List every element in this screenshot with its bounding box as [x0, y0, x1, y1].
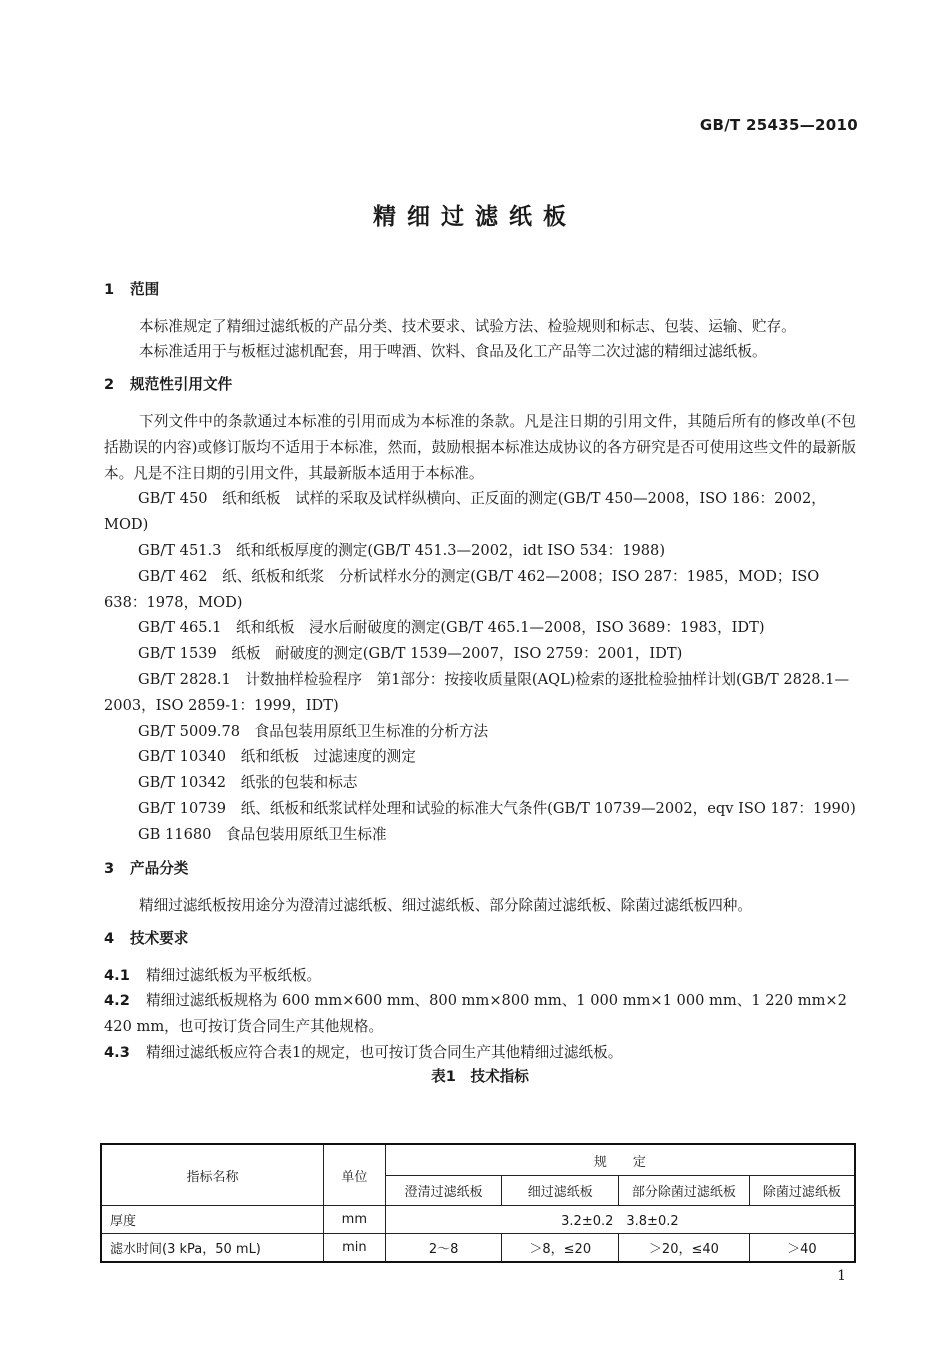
- standard-code: GB/T 25435—2010: [699, 116, 858, 134]
- row-value: ＞20，≤40: [619, 1234, 750, 1263]
- page-number: 1: [837, 1268, 846, 1284]
- reference-item: GB/T 10739 纸、纸板和纸浆试样处理和试验的标准大气条件(GB/T 10739—2002，eqv ISO 187：1990): [138, 799, 856, 817]
- section-4-title: 技术要求: [130, 929, 189, 947]
- scope-paragraph: 本标准适用于与板框过滤机配套，用于啤酒、饮料、食品及化工产品等二次过滤的精细过滤纸板。: [139, 343, 767, 360]
- reference-item: GB/T 451.3 纸和纸板厚度的测定(GB/T 451.3—2002，idt ISO 534：1988): [138, 541, 666, 559]
- technical-spec-table: [100, 1143, 856, 1263]
- section-2-heading: [104, 372, 856, 398]
- table-caption: 表1 技术指标: [431, 1067, 529, 1085]
- row-name: 厚度: [101, 1206, 323, 1234]
- row-value: ＞8，≤20: [502, 1234, 619, 1263]
- section-3-number: 3: [104, 859, 115, 877]
- section-1-number: 1: [104, 281, 115, 298]
- requirement-number: 4.1: [104, 966, 130, 984]
- reference-item: GB/T 2828.1 计数抽样检验程序 第1部分：按接收质量限(AQL)检索的逐批检验抽样计划(GB/T 2828.1—2003，ISO 2859-1：1999，IDT): [104, 670, 850, 714]
- section-4-number: 4: [104, 929, 115, 947]
- requirement-number: 4.3: [104, 1043, 130, 1061]
- section-2-title: 规范性引用文件: [130, 376, 233, 393]
- requirement-text: 精细过滤纸板为平板纸板。: [146, 966, 322, 984]
- reference-item: GB/T 1539 纸板 耐破度的测定(GB/T 1539—2007，ISO 2759：2001，IDT): [138, 645, 683, 663]
- scope-paragraph: 本标准规定了精细过滤纸板的产品分类、技术要求、试验方法、检验规则和标志、包装、运输、贮存。: [139, 318, 796, 335]
- section-3-heading: [104, 856, 856, 882]
- section-1-heading: [104, 277, 856, 303]
- row-value: ＞40: [749, 1234, 855, 1263]
- reference-item: GB/T 465.1 纸和纸板 浸水后耐破度的测定(GB/T 465.1—2008，ISO 3689：1983，IDT): [138, 619, 765, 637]
- header-col-clarifying: 澄清过滤纸板: [385, 1176, 502, 1206]
- header-col-partial-sterile: 部分除菌过滤纸板: [619, 1176, 750, 1206]
- reference-item: GB/T 10340 纸和纸板 过滤速度的测定: [138, 748, 416, 766]
- requirement-item: [104, 1040, 856, 1066]
- table-row: [101, 1234, 855, 1263]
- row-value: 2～8: [385, 1234, 502, 1263]
- header-unit: 单位: [323, 1144, 385, 1206]
- reference-item: GB/T 450 纸和纸板 试样的采取及试样纵横向、正反面的测定(GB/T 450—2008，ISO 186：2002，MOD): [104, 490, 826, 534]
- header-col-fine: 细过滤纸板: [502, 1176, 619, 1206]
- row-unit: min: [323, 1234, 385, 1263]
- document-title: 精细过滤纸板: [373, 204, 577, 230]
- classification-paragraph: 精细过滤纸板按用途分为澄清过滤纸板、细过滤纸板、部分除菌过滤纸板、除菌过滤纸板四种。: [139, 896, 752, 914]
- reference-item: GB 11680 食品包装用原纸卫生标准: [138, 825, 387, 843]
- header-specification: 规 定: [385, 1144, 855, 1176]
- requirement-number: 4.2: [104, 992, 130, 1010]
- section-1-title: 范围: [130, 281, 160, 298]
- row-merged-value: 3.2±0.2 3.8±0.2: [385, 1206, 855, 1234]
- requirement-text: 精细过滤纸板规格为 600 mm×600 mm、800 mm×800 mm、1 000 mm×1 000 mm、1 220 mm×2 420 mm，也可按订货合同生产其他规格。: [104, 992, 847, 1036]
- requirement-item: [104, 988, 856, 1040]
- row-unit: mm: [323, 1206, 385, 1234]
- references-intro: 下列文件中的条款通过本标准的引用而成为本标准的条款。凡是注日期的引用文件，其随后所有的修改单(不包括勘误的内容)或修订版均不适用于本标准，然而，鼓励根据本标准达成协议的各方研究是否可使用这些文件的最新版本。凡是不注日期的引用文件，其最新版本适用于本标准。: [104, 413, 856, 482]
- reference-item: GB/T 5009.78 食品包装用原纸卫生标准的分析方法: [138, 722, 489, 740]
- header-col-sterile: 除菌过滤纸板: [749, 1176, 855, 1206]
- reference-item: GB/T 462 纸、纸板和纸浆 分析试样水分的测定(GB/T 462—2008；ISO 287：1985，MOD；ISO 638：1978，MOD): [104, 567, 820, 611]
- section-3-title: 产品分类: [130, 859, 189, 877]
- section-4-heading: [104, 926, 856, 952]
- document-body: [104, 277, 856, 1088]
- section-2-number: 2: [104, 376, 115, 393]
- row-name: 滤水时间(3 kPa，50 mL): [101, 1234, 323, 1263]
- header-indicator-name: 指标名称: [101, 1144, 323, 1206]
- requirement-item: [104, 963, 856, 989]
- reference-item: GB/T 10342 纸张的包装和标志: [138, 774, 358, 792]
- table-row: [101, 1206, 855, 1234]
- requirement-text: 精细过滤纸板应符合表1的规定，也可按订货合同生产其他精细过滤纸板。: [146, 1043, 623, 1061]
